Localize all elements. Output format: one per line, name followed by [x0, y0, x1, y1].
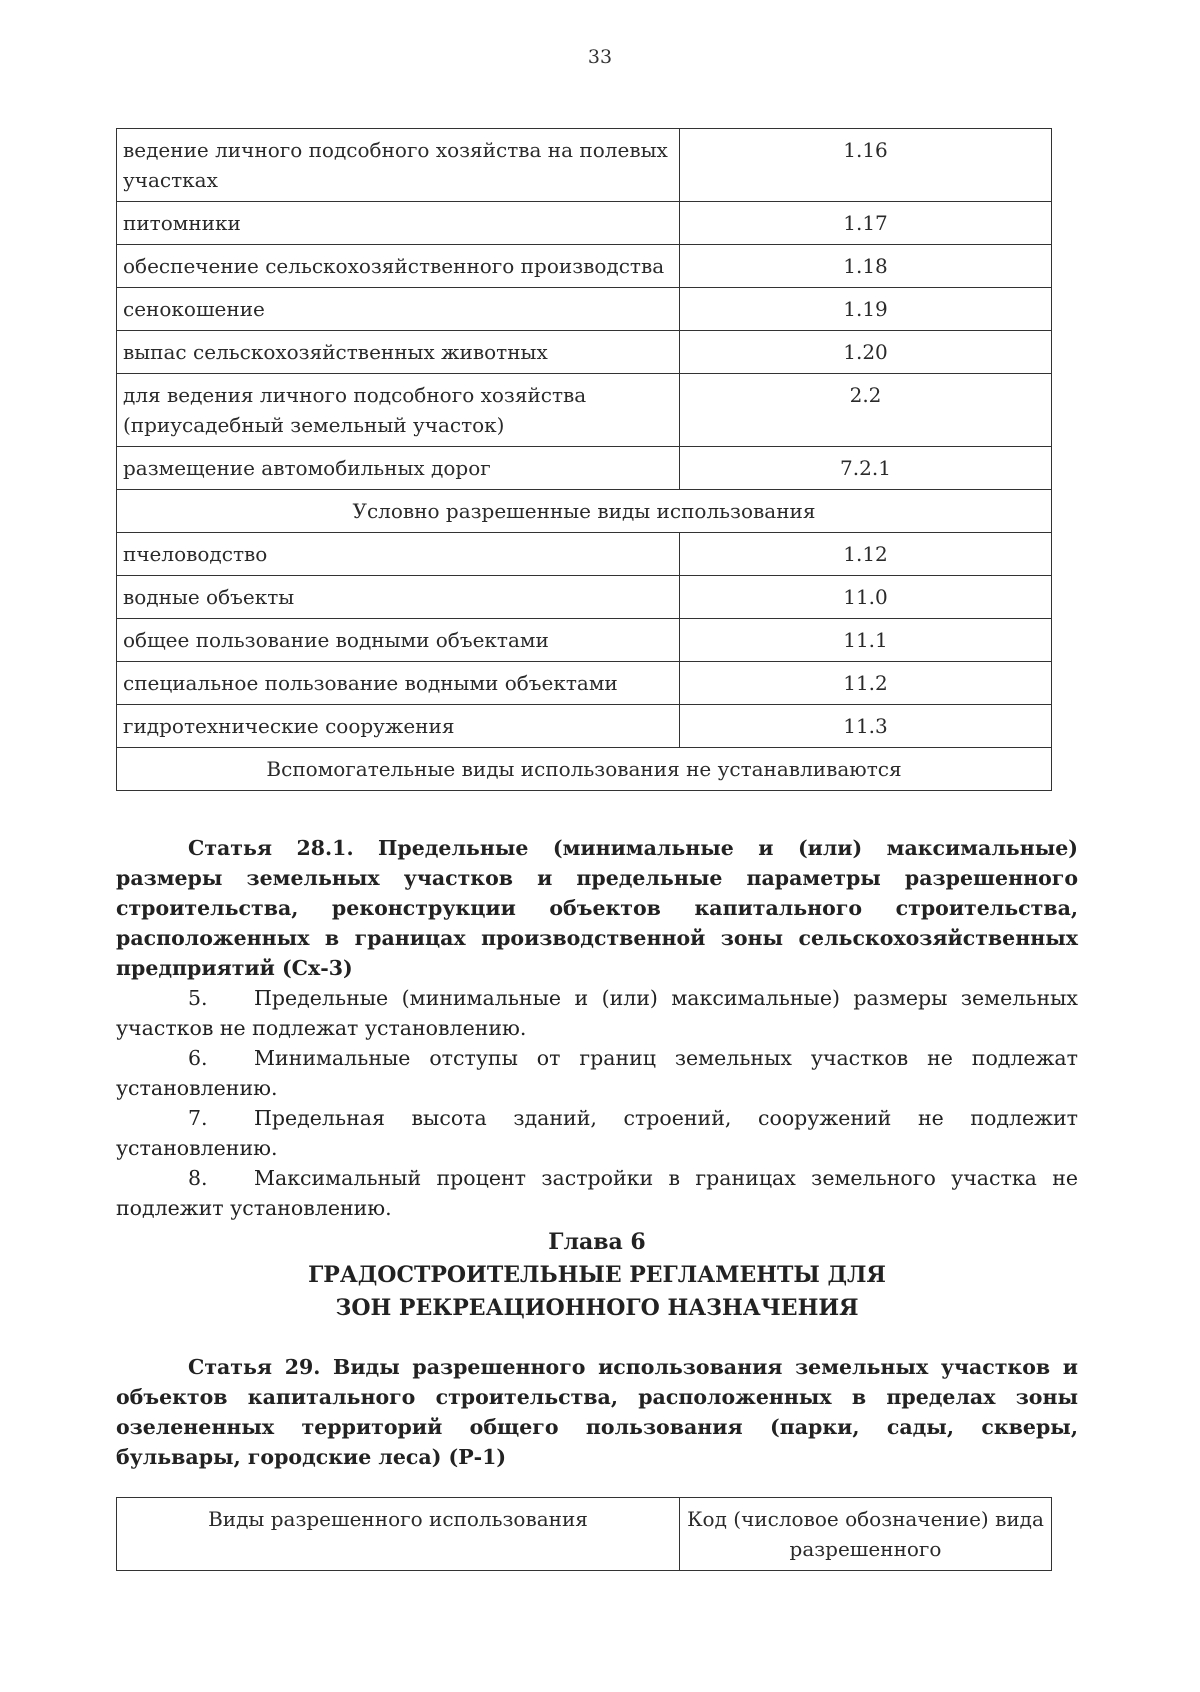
item-text: Предельная высота зданий, строений, сооружений не подлежит установлению.	[116, 1106, 1078, 1160]
article-heading: Статья 29. Виды разрешенного использования земельных участков и объектов капитального строительства, расположенных в пределах зоны озелененных территорий общего пользования (парки, сады, скверы, бульвары, городские леса) (Р-1)	[116, 1355, 1078, 1469]
chapter-label: Глава 6	[548, 1229, 646, 1255]
table-row	[117, 129, 1052, 202]
article-item	[116, 983, 1078, 1043]
table-row	[117, 288, 1052, 331]
use-code-cell: 1.12	[680, 533, 1052, 576]
article-heading: Статья 28.1. Предельные (минимальные и (или) максимальные) размеры земельных участков и предельные параметры разрешенного строительства, реконструкции объектов капитального строительства, расположенных в границах производственной зоны сельскохозяйственных предприятий (Сх-3)	[116, 836, 1078, 980]
auxiliary-uses-note: Вспомогательные виды использования не устанавливаются	[117, 748, 1052, 791]
section-header-row	[117, 490, 1052, 533]
use-code-cell: 1.17	[680, 202, 1052, 245]
table-row	[117, 533, 1052, 576]
use-name-cell: гидротехнические сооружения	[117, 705, 680, 748]
use-name-cell: пчеловодство	[117, 533, 680, 576]
column-header-uses: Виды разрешенного использования	[117, 1498, 680, 1571]
use-name-cell: питомники	[117, 202, 680, 245]
article-item	[116, 1043, 1078, 1103]
item-text: Максимальный процент застройки в границах земельного участка не подлежит установлению.	[116, 1166, 1078, 1220]
table-row	[117, 245, 1052, 288]
article-item	[116, 1163, 1078, 1223]
table-row	[117, 202, 1052, 245]
use-code-cell: 1.20	[680, 331, 1052, 374]
chapter-title-line-2: ЗОН РЕКРЕАЦИОННОГО НАЗНАЧЕНИЯ	[335, 1295, 859, 1321]
use-name-cell: сенокошение	[117, 288, 680, 331]
table-row	[117, 374, 1052, 447]
table-row	[117, 331, 1052, 374]
use-code-cell: 1.19	[680, 288, 1052, 331]
use-name-cell: водные объекты	[117, 576, 680, 619]
use-name-cell: выпас сельскохозяйственных животных	[117, 331, 680, 374]
use-code-cell: 11.1	[680, 619, 1052, 662]
conditional-uses-header: Условно разрешенные виды использования	[117, 490, 1052, 533]
item-number: 8.	[188, 1166, 208, 1190]
use-name-cell: общее пользование водными объектами	[117, 619, 680, 662]
section-footer-row	[117, 748, 1052, 791]
chapter-heading	[116, 1226, 1078, 1325]
use-code-cell: 11.0	[680, 576, 1052, 619]
table-row	[117, 662, 1052, 705]
table-header-row	[117, 1498, 1052, 1571]
land-use-table	[116, 128, 1052, 791]
use-name-cell: для ведения личного подсобного хозяйства (приусадебный земельный участок)	[117, 374, 680, 447]
item-number: 5.	[188, 986, 208, 1010]
use-code-cell: 11.3	[680, 705, 1052, 748]
recreation-uses-table	[116, 1497, 1052, 1571]
table-row	[117, 447, 1052, 490]
article-item	[116, 1103, 1078, 1163]
table-row	[117, 619, 1052, 662]
item-number: 6.	[188, 1046, 208, 1070]
use-code-cell: 1.16	[680, 129, 1052, 202]
item-text: Предельные (минимальные и (или) максимальные) размеры земельных участков не подлежат установлению.	[116, 986, 1078, 1040]
column-header-code: Код (числовое обозначение) вида разрешенного	[680, 1498, 1052, 1571]
table-row	[117, 576, 1052, 619]
use-name-cell: специальное пользование водными объектами	[117, 662, 680, 705]
chapter-title-line-1: ГРАДОСТРОИТЕЛЬНЫЕ РЕГЛАМЕНТЫ ДЛЯ	[308, 1262, 886, 1288]
article-29	[116, 1352, 1078, 1472]
use-name-cell: обеспечение сельскохозяйственного производства	[117, 245, 680, 288]
use-name-cell: размещение автомобильных дорог	[117, 447, 680, 490]
use-name-cell: ведение личного подсобного хозяйства на полевых участках	[117, 129, 680, 202]
use-code-cell: 7.2.1	[680, 447, 1052, 490]
table-row	[117, 705, 1052, 748]
item-text: Минимальные отступы от границ земельных участков не подлежат установлению.	[116, 1046, 1078, 1100]
article-28-1	[116, 833, 1078, 1223]
use-code-cell: 11.2	[680, 662, 1052, 705]
use-code-cell: 1.18	[680, 245, 1052, 288]
use-code-cell: 2.2	[680, 374, 1052, 447]
item-number: 7.	[188, 1106, 208, 1130]
page-number: 33	[587, 46, 613, 68]
